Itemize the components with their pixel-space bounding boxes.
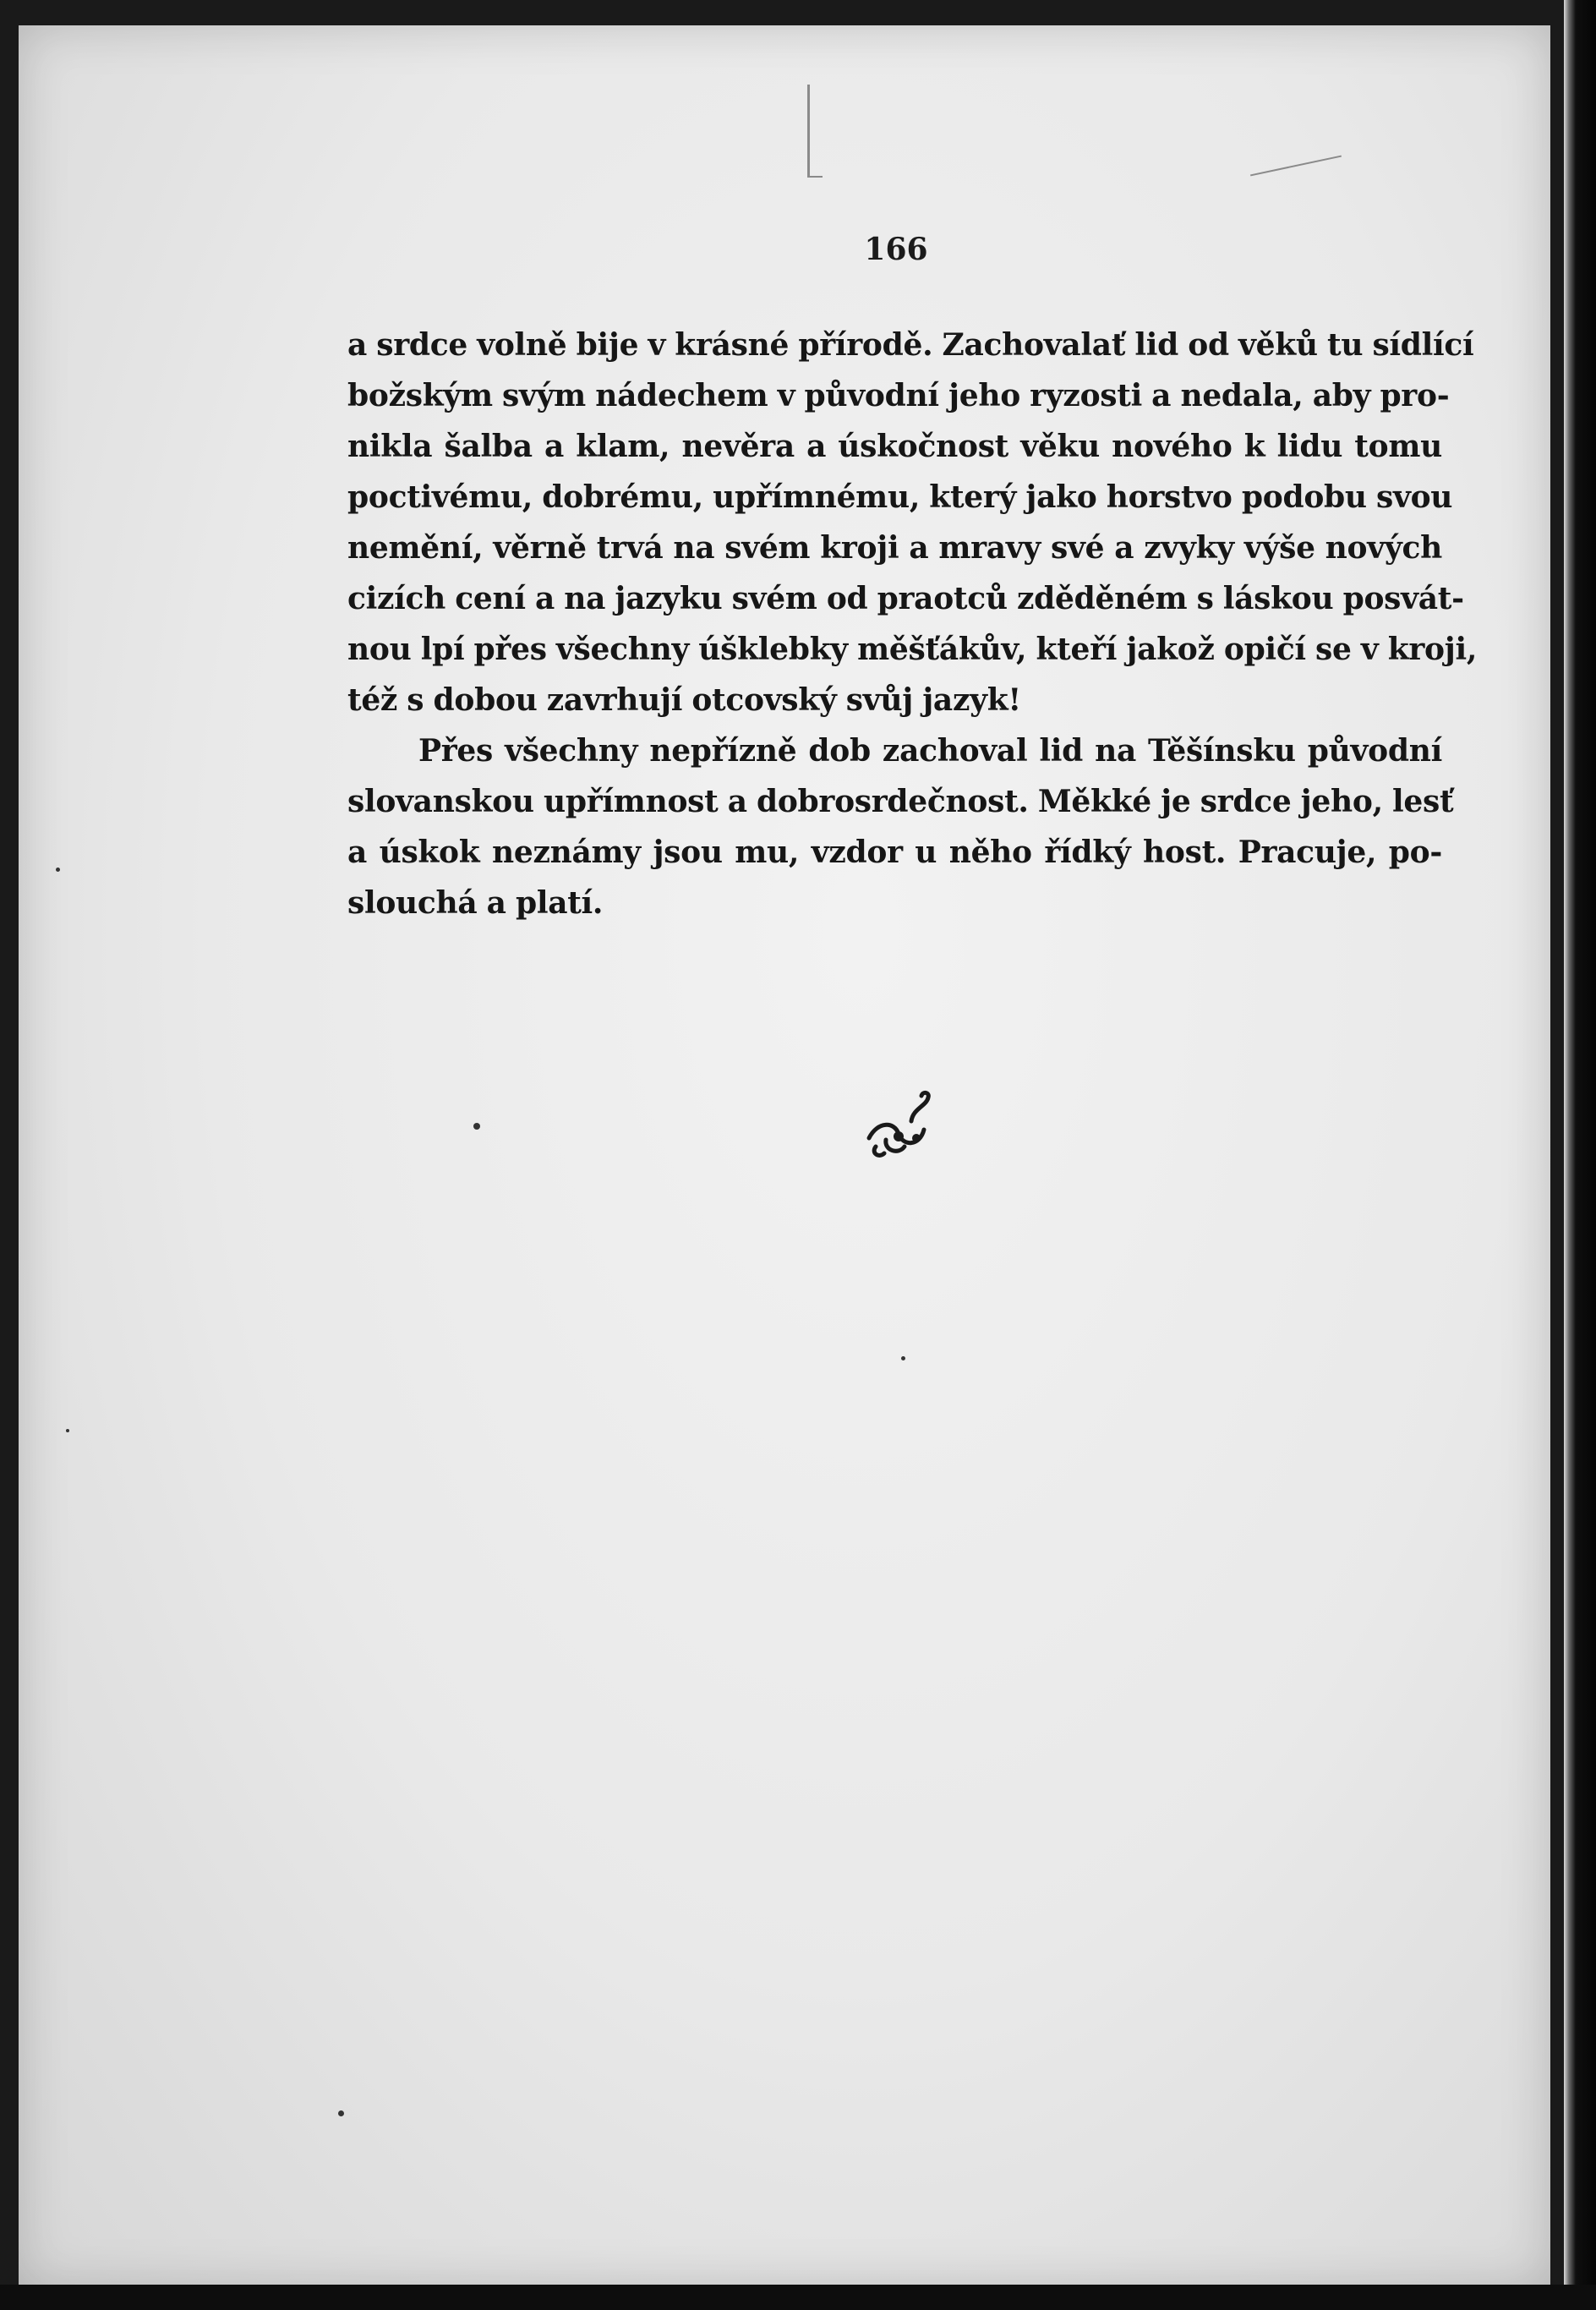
text-line: a úskok neznámy jsou mu, vzdor u něho řídký host. Pracuje, po- [347,835,1442,870]
text-line: cizích cení a na jazyku svém od praotců zděděném s láskou posvát- [347,581,1464,616]
scan-speck [66,1429,69,1432]
scan-speck [473,1123,480,1130]
body-text [347,320,1478,928]
text-line: nemění, věrně trvá na svém kroji a mravy své a zvyky výše nových [347,530,1442,566]
text-line: nikla šalba a klam, nevěra a úskočnost věku nového k lidu tomu [347,429,1442,464]
text-line: slouchá a platí. [347,885,604,921]
text-line: poctivému, dobrému, upřímnému, který jako horstvo podobu svou [347,479,1453,515]
scan-speck [901,1356,905,1360]
text-line: slovanskou upřímnost a dobrosrdečnost. Měkké je srdce jeho, lesť [347,784,1454,819]
paragraph-start-line: Přes všechny nepřízně dob zachoval lid na Těšínsku původní [418,733,1442,769]
text-line: božským svým nádechem v původní jeho ryzosti a nedala, aby pro- [347,378,1450,413]
text-line: nou lpí přes všechny úšklebky měšťákův, kteří jakož opičí se v kroji, [347,632,1478,667]
page-number: 166 [864,232,928,267]
scan-bottom-edge [0,2285,1596,2310]
scan-speck [56,868,60,872]
text-line: a srdce volně bije v krásné přírodě. Zachovalať lid od věků tu sídlící [347,327,1474,363]
scan-mark [807,176,823,178]
floral-fleuron-icon [861,1087,937,1163]
scan-mark [807,85,810,178]
scan-speck [338,2110,344,2116]
text-line: též s dobou zavrhují otcovský svůj jazyk! [347,682,1021,718]
book-binding-edge [1564,0,1596,2310]
